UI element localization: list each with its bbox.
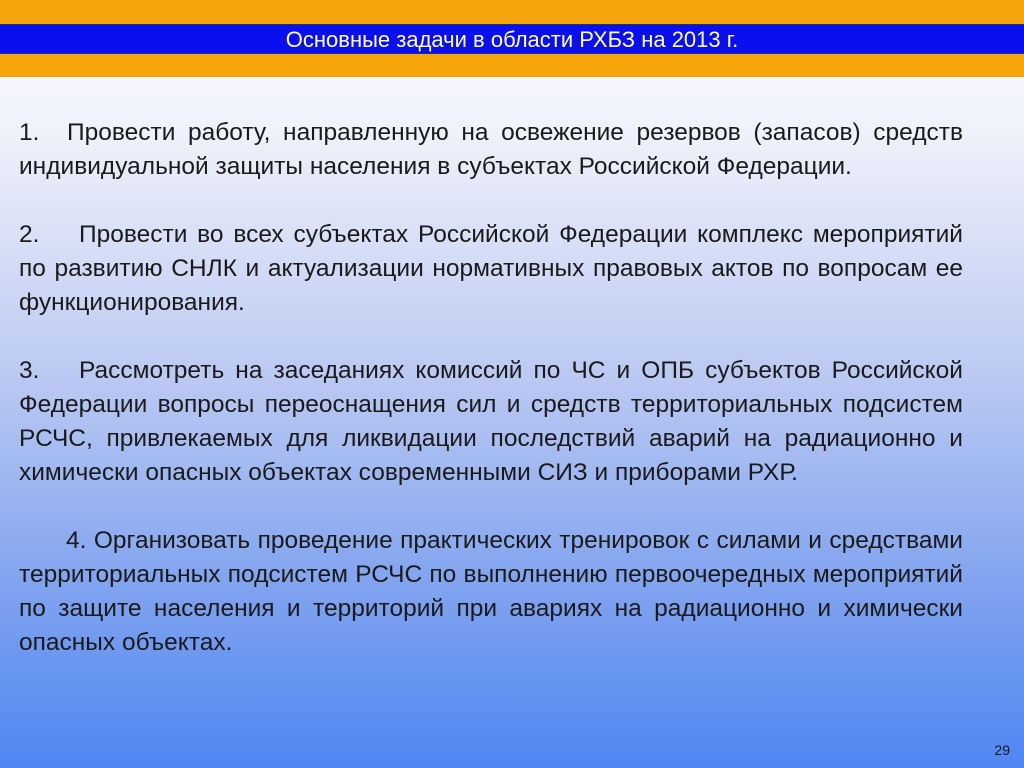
item-text: Организовать проведение практических тренировок с силами и средствами территориальных подсистем РСЧС по выполнению первоочередных мероприятий по защите населения и территорий при авариях на радиационно и химически опасных объектах. — [19, 527, 963, 656]
item-number: 2. — [19, 221, 40, 248]
item-text: Провести во всех субъектах Российской Федерации комплекс мероприятий по развитию СНЛК и актуализации нормативных правовых актов по вопросам ее функционирования. — [19, 221, 963, 316]
item-text: Рассмотреть на заседаниях комиссий по ЧС и ОПБ субъектов Российской Федерации вопросы переоснащения сил и средств территориальных подсистем РСЧС, привлекаемых для ликвидации последствий аварий на радиационно и химически опасных объектах современными СИЗ и приборами РХР. — [19, 357, 963, 486]
task-list — [19, 116, 963, 694]
list-item — [19, 354, 963, 490]
list-item — [19, 524, 963, 660]
list-item — [19, 218, 963, 320]
slide-title: Основные задачи в области РХБЗ на 2013 г. — [0, 24, 1024, 54]
item-text: Провести работу, направленную на освежение резервов (запасов) средств индивидуальной защиты населения в субъектах Российской Федерации. — [19, 119, 963, 180]
item-number: 1. — [19, 119, 40, 146]
page-number: 29 — [994, 742, 1010, 758]
list-item — [19, 116, 963, 184]
item-number: 4. — [66, 527, 87, 554]
item-number: 3. — [19, 357, 40, 384]
